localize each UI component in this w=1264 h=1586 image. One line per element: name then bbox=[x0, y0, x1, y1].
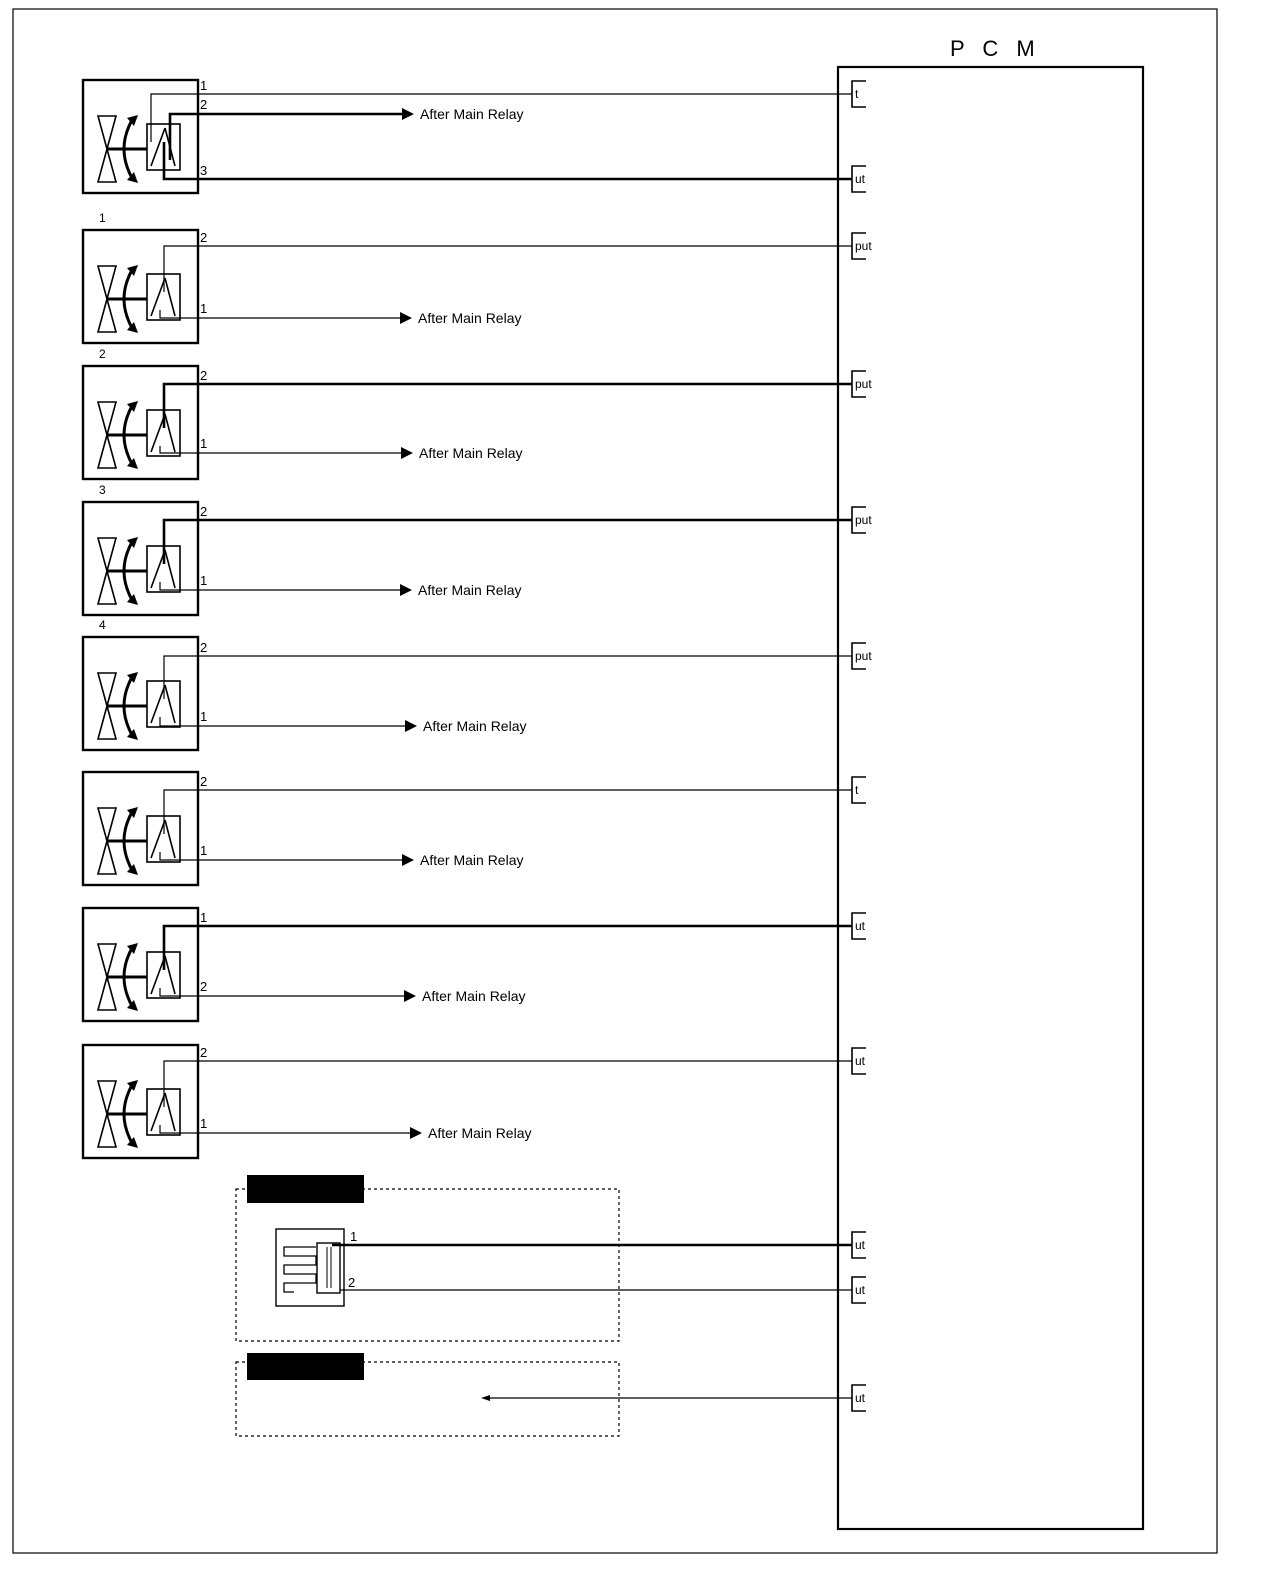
solenoid-group bbox=[83, 78, 852, 1158]
pcm-wire bbox=[164, 656, 852, 699]
arrow-right-icon bbox=[402, 108, 414, 120]
pcm-title: P C M bbox=[950, 36, 1041, 61]
pcm-connector-5 bbox=[852, 507, 872, 533]
pcm-wire bbox=[164, 384, 852, 428]
solenoid-valve-8 bbox=[83, 1045, 852, 1158]
solenoid-valve-5 bbox=[83, 618, 852, 750]
pin-number: 2 bbox=[200, 97, 208, 112]
pin-number: 1 bbox=[200, 301, 208, 316]
connector-label: t bbox=[855, 783, 859, 797]
connector-label: put bbox=[855, 239, 872, 253]
relay-label: After Main Relay bbox=[420, 106, 524, 122]
solenoid-valve-7 bbox=[83, 908, 852, 1021]
solenoid-tag: 4 bbox=[99, 618, 106, 632]
pin-number: 2 bbox=[200, 504, 208, 519]
arrow-right-icon bbox=[405, 720, 417, 732]
pin-number: 1 bbox=[200, 573, 208, 588]
arrow-right-icon bbox=[404, 990, 416, 1002]
connector-label: ut bbox=[855, 919, 866, 933]
output-redacted-label bbox=[247, 1353, 364, 1380]
pin-number: 2 bbox=[200, 979, 208, 994]
sensor-pin-1: 1 bbox=[350, 1229, 358, 1244]
solenoid-valve-icon bbox=[98, 537, 180, 605]
pin-number: 3 bbox=[200, 163, 208, 178]
arrow-right-icon bbox=[401, 447, 413, 459]
pcm-module-box bbox=[838, 67, 1143, 1529]
arrow-right-icon bbox=[400, 584, 412, 596]
connector-label: put bbox=[855, 377, 872, 391]
solenoid-valve-icon bbox=[98, 265, 180, 333]
solenoid-valve-icon bbox=[98, 672, 180, 740]
pcm-connector-9 bbox=[852, 1048, 866, 1074]
connector-label: ut bbox=[855, 172, 866, 186]
pcm-wire bbox=[164, 520, 852, 564]
relay-label: After Main Relay bbox=[423, 718, 527, 734]
connector-label: ut bbox=[855, 1391, 866, 1405]
pin-number: 1 bbox=[200, 436, 208, 451]
pin-number: 2 bbox=[200, 640, 208, 655]
solenoid-valve-icon bbox=[98, 807, 180, 875]
solenoid-valve-icon bbox=[98, 115, 180, 183]
connector-label: ut bbox=[855, 1238, 866, 1252]
arrow-right-icon bbox=[402, 854, 414, 866]
solenoid-valve-4 bbox=[83, 483, 852, 615]
connector-label: put bbox=[855, 513, 872, 527]
pcm-connector-group bbox=[852, 81, 872, 1411]
connector-label: t bbox=[855, 87, 859, 101]
relay-wire bbox=[160, 446, 403, 453]
solenoid-tag: 1 bbox=[99, 211, 106, 225]
solenoid-valve-6 bbox=[83, 772, 852, 885]
pin-number: 1 bbox=[200, 709, 208, 724]
pcm-connector-12 bbox=[852, 1385, 866, 1411]
solenoid-tag: 3 bbox=[99, 483, 106, 497]
solenoid-valve-3 bbox=[83, 347, 852, 479]
relay-label: After Main Relay bbox=[420, 852, 524, 868]
solenoid-valve-2 bbox=[83, 211, 852, 343]
relay-label: After Main Relay bbox=[418, 310, 522, 326]
output-section bbox=[236, 1353, 852, 1436]
relay-label: After Main Relay bbox=[419, 445, 523, 461]
solenoid-valve-icon bbox=[98, 1080, 180, 1148]
pin-number: 1 bbox=[200, 843, 208, 858]
pcm-wire bbox=[164, 926, 852, 970]
solenoid-valve-icon bbox=[98, 401, 180, 469]
pcm-wire bbox=[164, 1061, 852, 1107]
relay-wire bbox=[170, 114, 404, 160]
pin-number: 1 bbox=[200, 910, 208, 925]
pcm-connector-6 bbox=[852, 643, 872, 669]
sensor-redacted-label bbox=[247, 1175, 364, 1203]
relay-label: After Main Relay bbox=[428, 1125, 532, 1141]
solenoid-valve-icon bbox=[98, 943, 180, 1011]
relay-label: After Main Relay bbox=[418, 582, 522, 598]
arrow-right-icon bbox=[400, 312, 412, 324]
pcm-connector-10 bbox=[852, 1232, 866, 1258]
sensor-section bbox=[236, 1175, 852, 1341]
connector-label: ut bbox=[855, 1054, 866, 1068]
relay-label: After Main Relay bbox=[422, 988, 526, 1004]
pcm-connector-11 bbox=[852, 1277, 866, 1303]
solenoid-tag: 2 bbox=[99, 347, 106, 361]
pcm-connector-7 bbox=[852, 777, 866, 803]
connector-label: ut bbox=[855, 1283, 866, 1297]
relay-wire bbox=[160, 852, 404, 860]
connector-label: put bbox=[855, 649, 872, 663]
sensor-element bbox=[317, 1243, 340, 1293]
pcm-connector-3 bbox=[852, 233, 872, 259]
pcm-wire bbox=[164, 142, 852, 179]
pcm-connector-8 bbox=[852, 913, 866, 939]
arrow-right-icon bbox=[410, 1127, 422, 1139]
pin-number: 2 bbox=[200, 774, 208, 789]
pcm-wire bbox=[164, 246, 852, 292]
pin-number: 2 bbox=[200, 368, 208, 383]
pin-number: 1 bbox=[200, 1116, 208, 1131]
output-arrow-icon bbox=[481, 1395, 490, 1401]
relay-wire bbox=[160, 582, 402, 590]
relay-wire bbox=[160, 310, 402, 318]
solenoid-valve-1 bbox=[83, 78, 852, 193]
page-frame bbox=[13, 9, 1217, 1553]
sensor-pin-2: 2 bbox=[348, 1275, 356, 1290]
pin-number: 2 bbox=[200, 230, 208, 245]
pcm-connector-4 bbox=[852, 371, 872, 397]
pin-number: 2 bbox=[200, 1045, 208, 1060]
pin-number: 1 bbox=[200, 78, 208, 93]
pcm-wire bbox=[164, 790, 852, 834]
pcm-connector-2 bbox=[852, 166, 866, 192]
pcm-connector-1 bbox=[852, 81, 866, 107]
